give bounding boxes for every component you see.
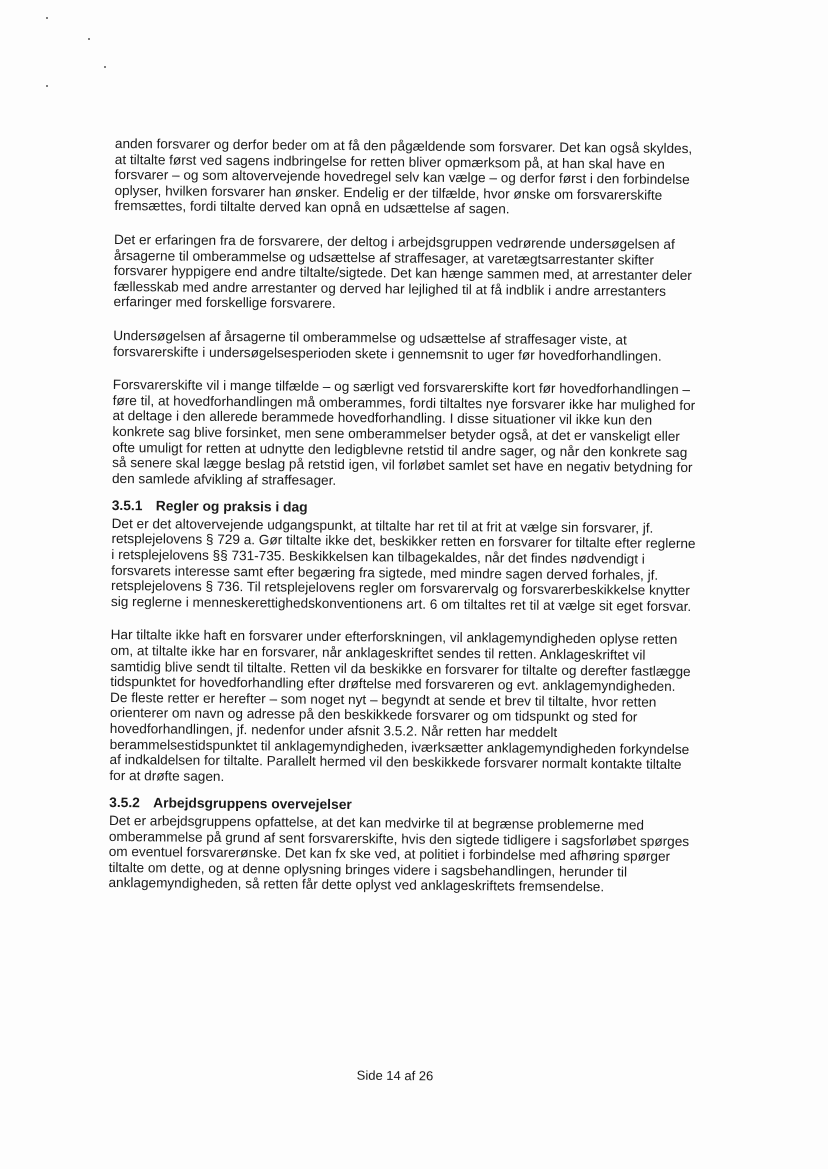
body-paragraph: Det er det altovervejende udgangspunkt, at tiltalte har ret til at frit at vælge sin forsvarer, jf. retsplejelovens § 729 a. Gør tiltalte ikke det, beskikker retten en forsvarer for tiltalte efter reglerne i retsplejelovens §§ 731-735. Beskikkelsen kan tilbagekaldes, når det findes nødvendigt i forsvarets interesse samt efter begæring fra sigtede, med mindre sagen derved forhales, jf. retsplejelovens § 736. Til retsplejelovens regler om forsvarervalg og forsvarerbeskikkelse knytter sig reglerne i menneskerettighedskonventionens art. 6 om tiltaltes ret til at vælge sit eget forsvar.	[110, 515, 696, 614]
body-paragraph: Forsvarerskifte vil i mange tilfælde – og særligt ved forsvarerskifte kort før hovedforhandlingen – føre til, at hovedforhandlingen må omberammes, fordi tiltaltes nye forsvarer ikke har mulighed for at deltage i den allerede berammede hovedforhandling. I disse situationer vil ikke kun den konkrete sag blive forsinket, men sene omberammelser betyder også, at det er vanskeligt eller ofte umuligt for retten at udnytte den ledigblevne retstid til andre sager, og når den konkrete sag så senere skal lægge beslag på retstid igen, vil forløbet samlet set have en negativ betydning for den samlede afvikling af straffesager.	[111, 377, 696, 488]
section-number: 3.5.1	[111, 498, 143, 514]
body-paragraph: Har tiltalte ikke haft en forsvarer under efterforskningen, vil anklagemyndigheden oplyse retten om, at tiltalte ikke har en forsvarer, når anklageskriftet sendes til retten. Anklageskriftet vil samtidig blive sendt til tiltalte. Retten vil da beskikke en forsvarer for tiltalte og derefter fastlægge tidspunktet for hovedforhandling efter drøftelse med forsvareren og evt. anklagemyndigheden. De fleste retter er herefter – som noget nyt – begyndt at sende et brev til tiltalte, hvor retten orienterer om navn og adresse på den beskikkede forsvarer og om tidspunkt og sted for hovedforhandlingen, jf. nedenfor under afsnit 3.5.2. Når retten har meddelt berammelsestidspunktet til anklagemyndigheden, iværksætter anklagemyndigheden forkyndelse af indkaldelsen for tiltalte. Parallelt hermed vil den beskikkede forsvarer normalt kontakte tiltalte for at drøfte sagen.	[109, 627, 691, 784]
scan-speck	[88, 38, 90, 40]
body-paragraph: anden forsvarer og derfor beder om at få den pågældende som forsvarer. Det kan også skyldes, at tiltalte først ved sagens indbringelse for retten bliver opmærksom på, at han skal have en forsvarer – og som altovervejende hovedregel selv kan vælge – og derfor først i den forbindelse oplyser, hvilken forsvarer han ønsker. Endelig er der tilfælde, hvor ønske om forsvarerskifte fremsættes, fordi tiltalte derved kan opnå en udsættelse af sagen.	[114, 136, 693, 217]
scan-speck	[104, 66, 106, 68]
section-title: Arbejdsgruppens overvejelser	[153, 795, 352, 813]
scan-speck	[46, 17, 48, 19]
section-number: 3.5.2	[109, 795, 140, 811]
page-footer: Side 14 af 26	[356, 1067, 434, 1084]
body-paragraph: Det er arbejdsgruppens opfattelse, at det kan medvirke til at begrænse problemerne med omberammelse på grund af sent forsvarerskifte, hvis den sigtede tidligere i sagsforløbet spørges om eventuel forsvarerønske. Det kan fx ske ved, at politiet i forbindelse med afhøring spørger tiltalte om dette, og at denne oplysning bringes videre i sagsbehandlingen, herunder til anklagemyndigheden, så retten får dette oplyst ved anklageskriftets fremsendelse.	[108, 812, 690, 895]
document-body	[108, 136, 700, 914]
body-paragraph: Undersøgelsen af årsagerne til omberammelse og udsættelse af straffesager viste, at forsvarerskifte i undersøgelsesperioden skete i gennemsnit to uger før hovedforhandlingen.	[113, 327, 662, 364]
body-paragraph: Det er erfaringen fra de forsvarere, der deltog i arbejdsgruppen vedrørende undersøgelsen af årsagerne til omberammelse og udsættelse af straffesager, at varetægtsarrestanter skifter forsvarer hyppigere end andre tiltalte/sigtede. Det kan hænge sammen med, at arrestanter deler fællesskab med andre arrestanter og derved har lejlighed til at få indblik i andre arrestanters erfaringer med forskellige forsvarere.	[113, 231, 692, 312]
section-title: Regler og praksis i dag	[155, 498, 308, 515]
scan-speck	[46, 85, 48, 87]
